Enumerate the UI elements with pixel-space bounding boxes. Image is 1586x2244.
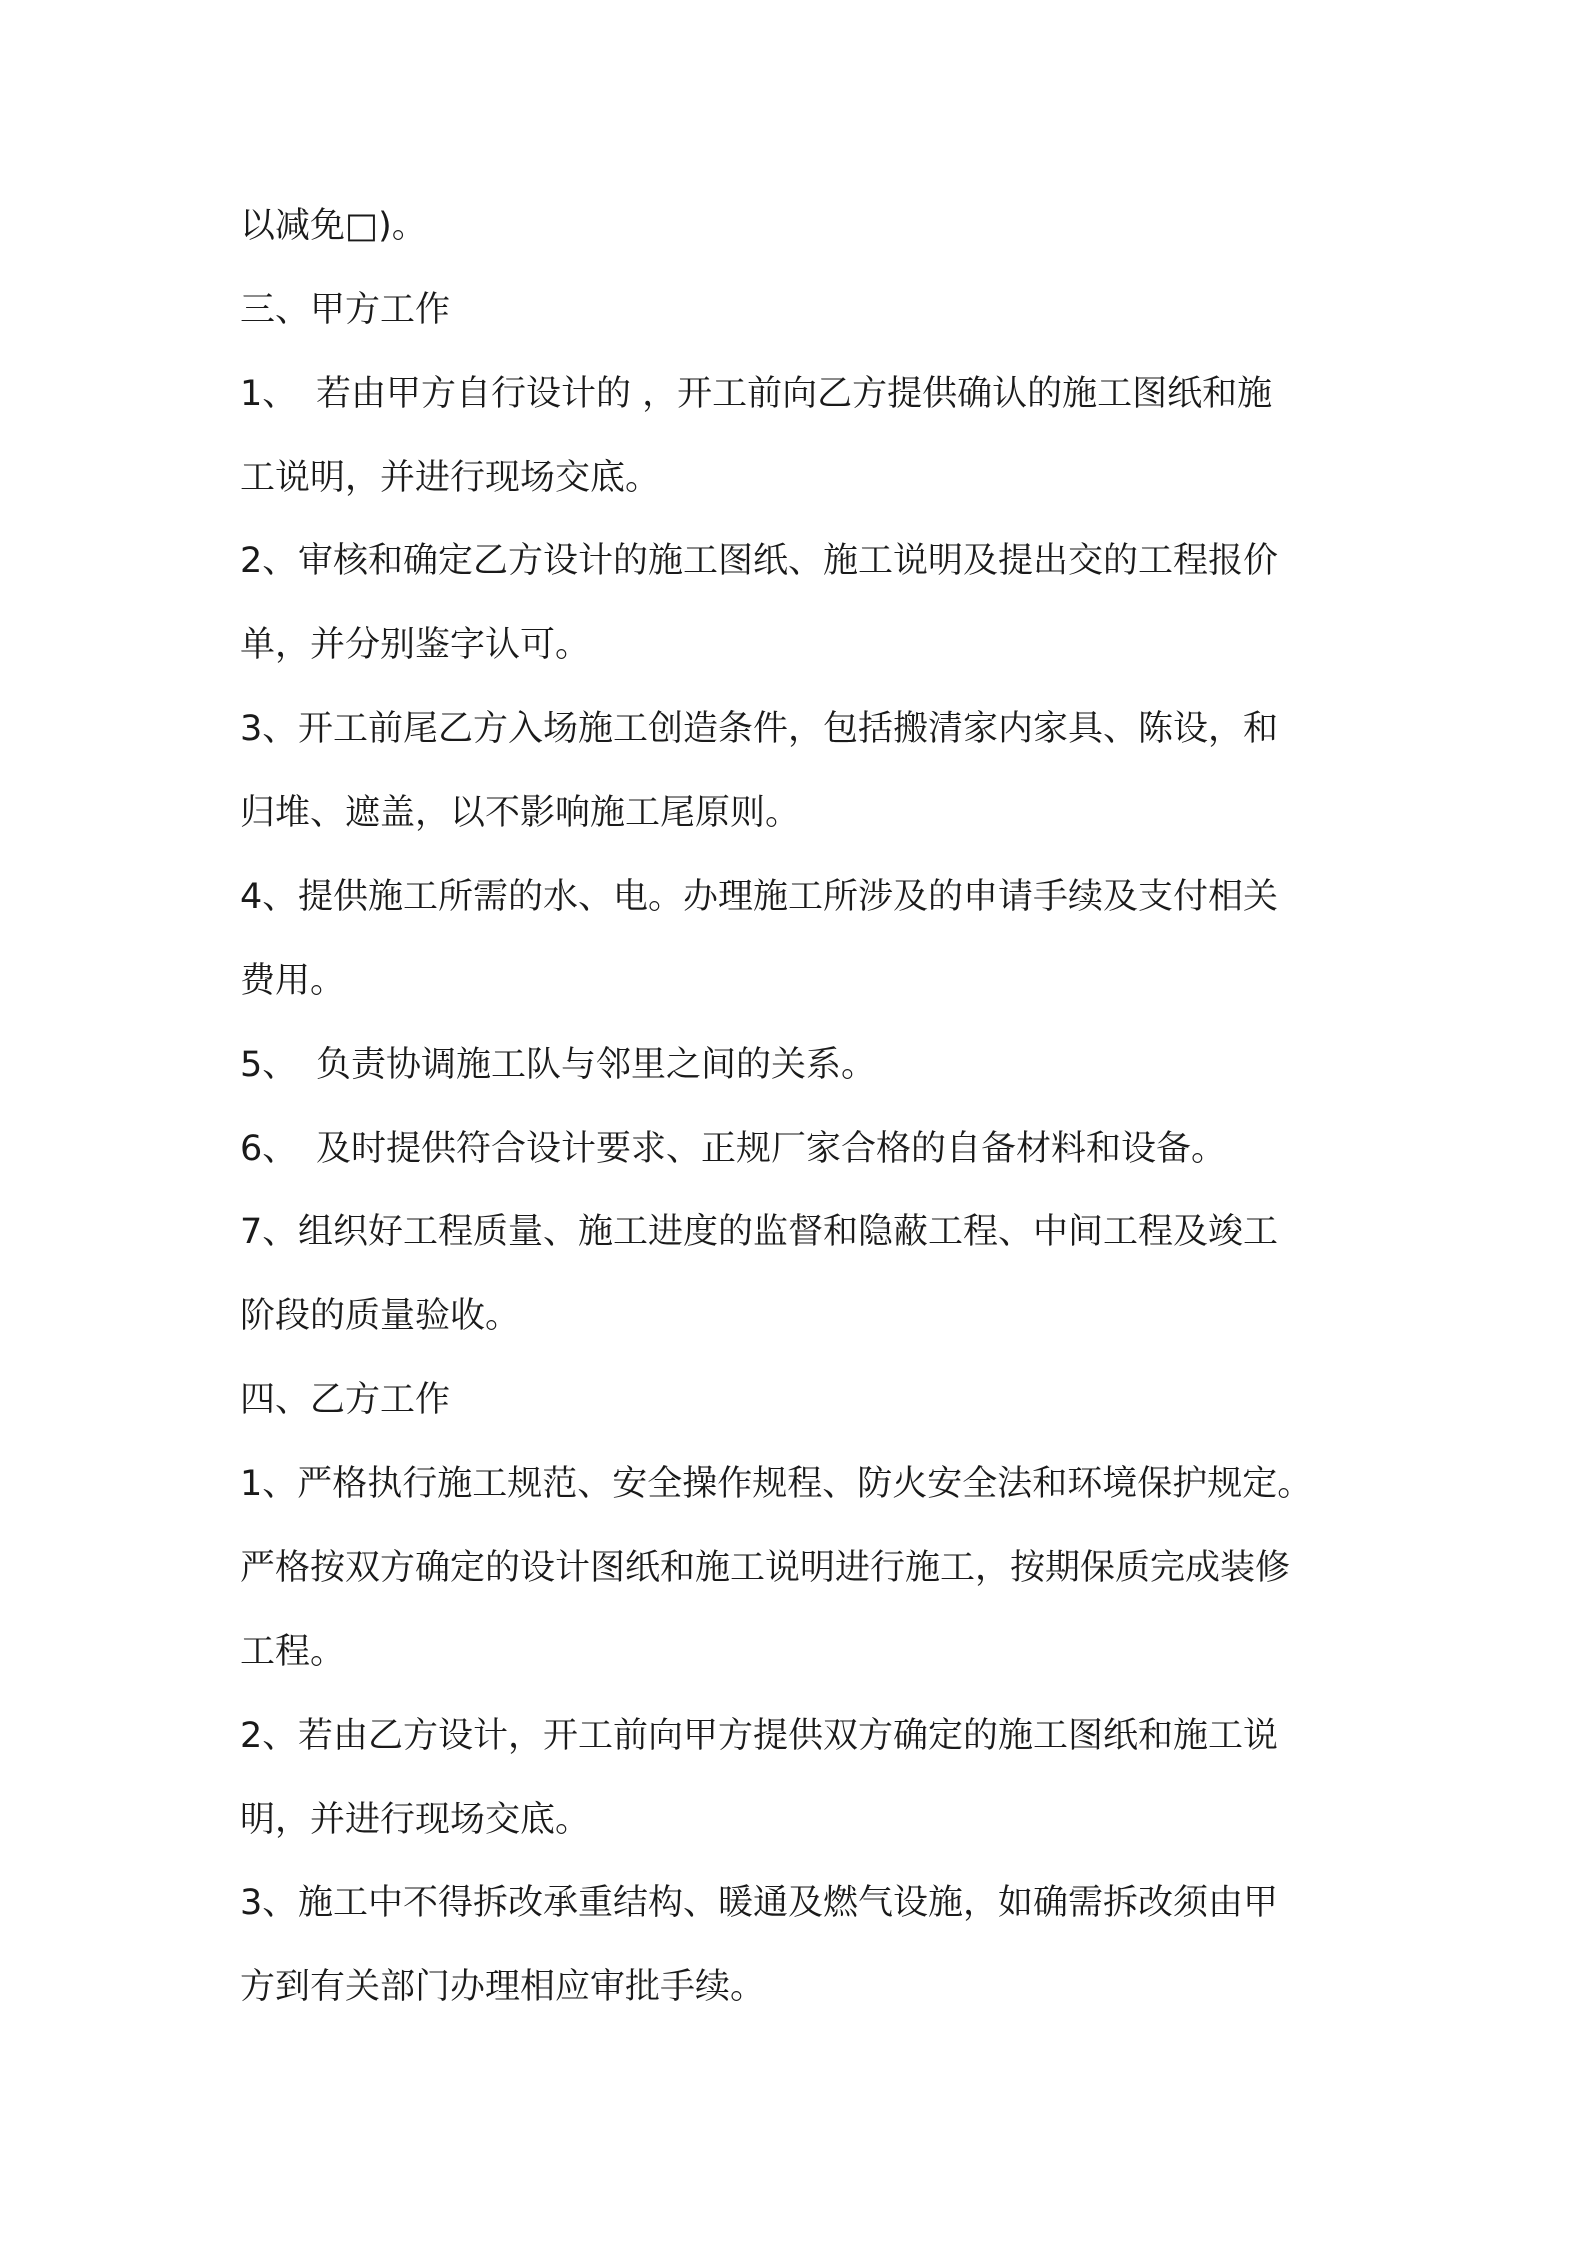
item-text: 审核和确定乙方设计的施工图纸、施工说明及提出交的工程报价 (298, 541, 1279, 581)
item-text: 方到有关部门办理相应审批手续。 (240, 1967, 766, 2007)
item-number: 2、 (240, 1716, 298, 1756)
list-item (240, 1208, 1278, 1256)
text-line (240, 1460, 1312, 1508)
item-text: 若由甲方自行设计的 ，开工前向乙方提供确认的施工图纸和施 (316, 374, 1273, 414)
item-number: 3、 (240, 1883, 298, 1923)
item-text: 若由乙方设计，开工前向甲方提供双方确定的施工图纸和施工说 (298, 1716, 1279, 1756)
text-line (240, 789, 800, 837)
item-text: 四、乙方工作 (240, 1380, 451, 1420)
item-text: 组织好工程质量、施工进度的监督和隐蔽工程、中间工程及竣工 (298, 1212, 1279, 1252)
item-text: 施工中不得拆改承重结构、暖通及燃气设施，如确需拆改须由甲 (298, 1883, 1279, 1923)
item-text: 单，并分别鉴字认可。 (240, 625, 591, 665)
item-number: 3、 (240, 709, 298, 749)
item-text: 明，并进行现场交底。 (240, 1800, 591, 1840)
item-text: 负责协调施工队与邻里之间的关系。 (316, 1045, 877, 1085)
item-number: 7、 (240, 1212, 298, 1252)
item-text: 以减免□)。 (240, 206, 427, 246)
item-text: 三、甲方工作 (240, 290, 451, 330)
list-item (240, 1041, 876, 1089)
list-item (240, 705, 1278, 753)
list-item (240, 1125, 1226, 1173)
text-line (240, 621, 590, 669)
list-item (240, 873, 1278, 921)
item-text: 归堆、遮盖，以不影响施工尾原则。 (240, 793, 801, 833)
section-heading (240, 1376, 450, 1424)
section-heading (240, 286, 450, 334)
item-text: 提供施工所需的水、电。办理施工所涉及的申请手续及支付相关 (298, 877, 1279, 917)
text-line (240, 1628, 345, 1676)
text-line (240, 454, 660, 502)
item-number: 5、 (240, 1045, 298, 1085)
item-text: 及时提供符合设计要求、正规厂家合格的自备材料和设备。 (316, 1129, 1227, 1169)
list-item (240, 537, 1278, 585)
item-text: 费用。 (240, 961, 346, 1001)
item-text: 工说明，并进行现场交底。 (240, 458, 661, 498)
item-number: 2、 (240, 541, 298, 581)
list-item (240, 1712, 1278, 1760)
item-text: 工程。 (240, 1632, 346, 1672)
item-number: 6、 (240, 1129, 298, 1169)
item-text: 开工前尾乙方入场施工创造条件，包括搬清家内家具、陈设，和 (298, 709, 1279, 749)
list-item (240, 370, 1272, 418)
text-line (240, 1796, 590, 1844)
item-number: 1、 (240, 374, 298, 414)
text-line (240, 1292, 520, 1340)
text-line (240, 957, 345, 1005)
item-text: 阶段的质量验收。 (240, 1296, 521, 1336)
text-line (240, 1544, 1290, 1592)
list-item (240, 1879, 1278, 1927)
text-line (240, 1963, 765, 2011)
item-text: 严格按双方确定的设计图纸和施工说明进行施工，按期保质完成装修 (240, 1548, 1291, 1588)
item-number: 4、 (240, 877, 298, 917)
item-text: 1、严格执行施工规范、安全操作规程、防火安全法和环境保护规定。 (240, 1464, 1313, 1504)
text-line (240, 202, 427, 250)
